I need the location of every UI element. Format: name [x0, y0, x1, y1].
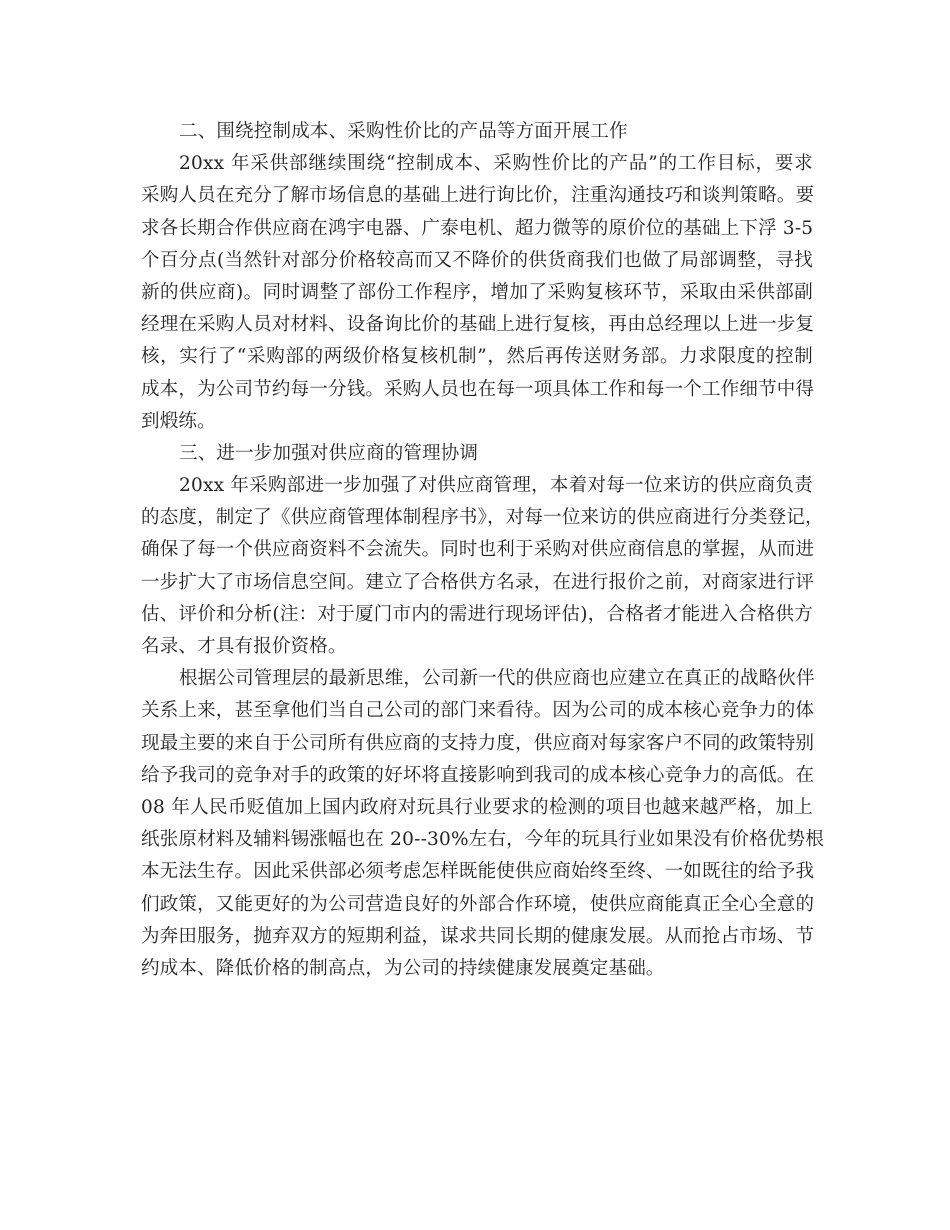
paragraph-line: 一步扩大了市场信息空间。建立了合格供方名录，在进行报价之前，对商家进行评 [141, 571, 815, 593]
document-body [141, 116, 825, 985]
paragraph-line: 们政策，又能更好的为公司营造良好的外部合作环境，使供应商能真正全心全意的 [141, 893, 815, 915]
paragraph-line: 本无法生存。因此采供部必须考虑怎样既能使供应商始终至终、一如既往的给予我 [141, 861, 815, 883]
paragraph-line: 求各长期合作供应商在鸿宇电器、广泰电机、超力微等的原价位的基础上下浮 3-5 [141, 217, 814, 239]
paragraph-line: 个百分点(当然针对部分价格较高而又不降价的供货商我们也做了局部调整，寻找 [141, 249, 813, 271]
paragraph-line: 确保了每一个供应商资料不会流失。同时也利于采购对供应商信息的掌握，从而进 [141, 539, 815, 561]
paragraph [141, 470, 824, 663]
paragraph-line: 20xx 年采购部进一步加强了对供应商管理，本着对每一位来访的供应商负责 [179, 475, 813, 497]
paragraph-line: 现最主要的来自于公司所有供应商的支持力度，供应商对每家客户不同的政策特别 [141, 732, 815, 754]
paragraph-line: 纸张原材料及辅料锡涨幅也在 20--30%左右，今年的玩具行业如果没有价格优势根 [141, 829, 825, 851]
section-heading-2: 二、围绕控制成本、采购性价比的产品等方面开展工作 [179, 121, 628, 142]
paragraph-line: 新的供应商)。同时调整了部份工作程序，增加了采购复核环节，采取由采供部副 [141, 281, 813, 303]
paragraph-line: 给予我司的竞争对手的政策的好坏将直接影响到我司的成本核心竞争力的高低。在 [141, 764, 815, 786]
paragraph-line: 为奔田服务，抛弃双方的短期利益，谋求共同长期的健康发展。从而抢占市场、节 [141, 925, 815, 947]
paragraph [141, 148, 813, 438]
paragraph-line: 核，实行了“采购部的两级价格复核机制”，然后再传送财务部。力求限度的控制 [141, 346, 813, 368]
paragraph-line: 约成本、降低价格的制高点，为公司的持续健康发展奠定基础。 [141, 957, 665, 979]
paragraph-line: 08 年人民币贬值加上国内政府对玩具行业要求的检测的项目也越来越严格，加上 [141, 796, 813, 818]
paragraph-line: 经理在采购人员对材料、设备询比价的基础上进行复核，再由总经理以上进一步复 [141, 314, 815, 336]
paragraph-line: 成本，为公司节约每一分钱。采购人员也在每一项具体工作和每一个工作细节中得 [141, 378, 815, 400]
paragraph-line: 采购人员在充分了解市场信息的基础上进行询比价，注重沟通技巧和谈判策略。要 [141, 185, 815, 207]
paragraph-line: 名录、才具有报价资格。 [141, 636, 347, 657]
paragraph-line: 到煅练。 [141, 410, 216, 432]
paragraph-line: 的态度，制定了《供应商管理体制程序书》，对每一位来访的供应商进行分类登记， [141, 507, 824, 529]
paragraph-line: 关系上来，甚至拿他们当自己公司的部门来看待。因为公司的成本核心竞争力的体 [141, 700, 815, 722]
paragraph [141, 663, 825, 985]
paragraph-line: 20xx 年采供部继续围绕“控制成本、采购性价比的产品”的工作目标，要求 [179, 153, 813, 175]
paragraph-line: 估、评价和分析(注：对于厦门市内的需进行现场评估)，合格者才能进入合格供方 [141, 603, 813, 625]
paragraph-line: 根据公司管理层的最新思维，公司新一代的供应商也应建立在真正的战略伙伴 [179, 668, 815, 690]
section-heading-3: 三、进一步加强对供应商的管理协调 [179, 442, 479, 464]
